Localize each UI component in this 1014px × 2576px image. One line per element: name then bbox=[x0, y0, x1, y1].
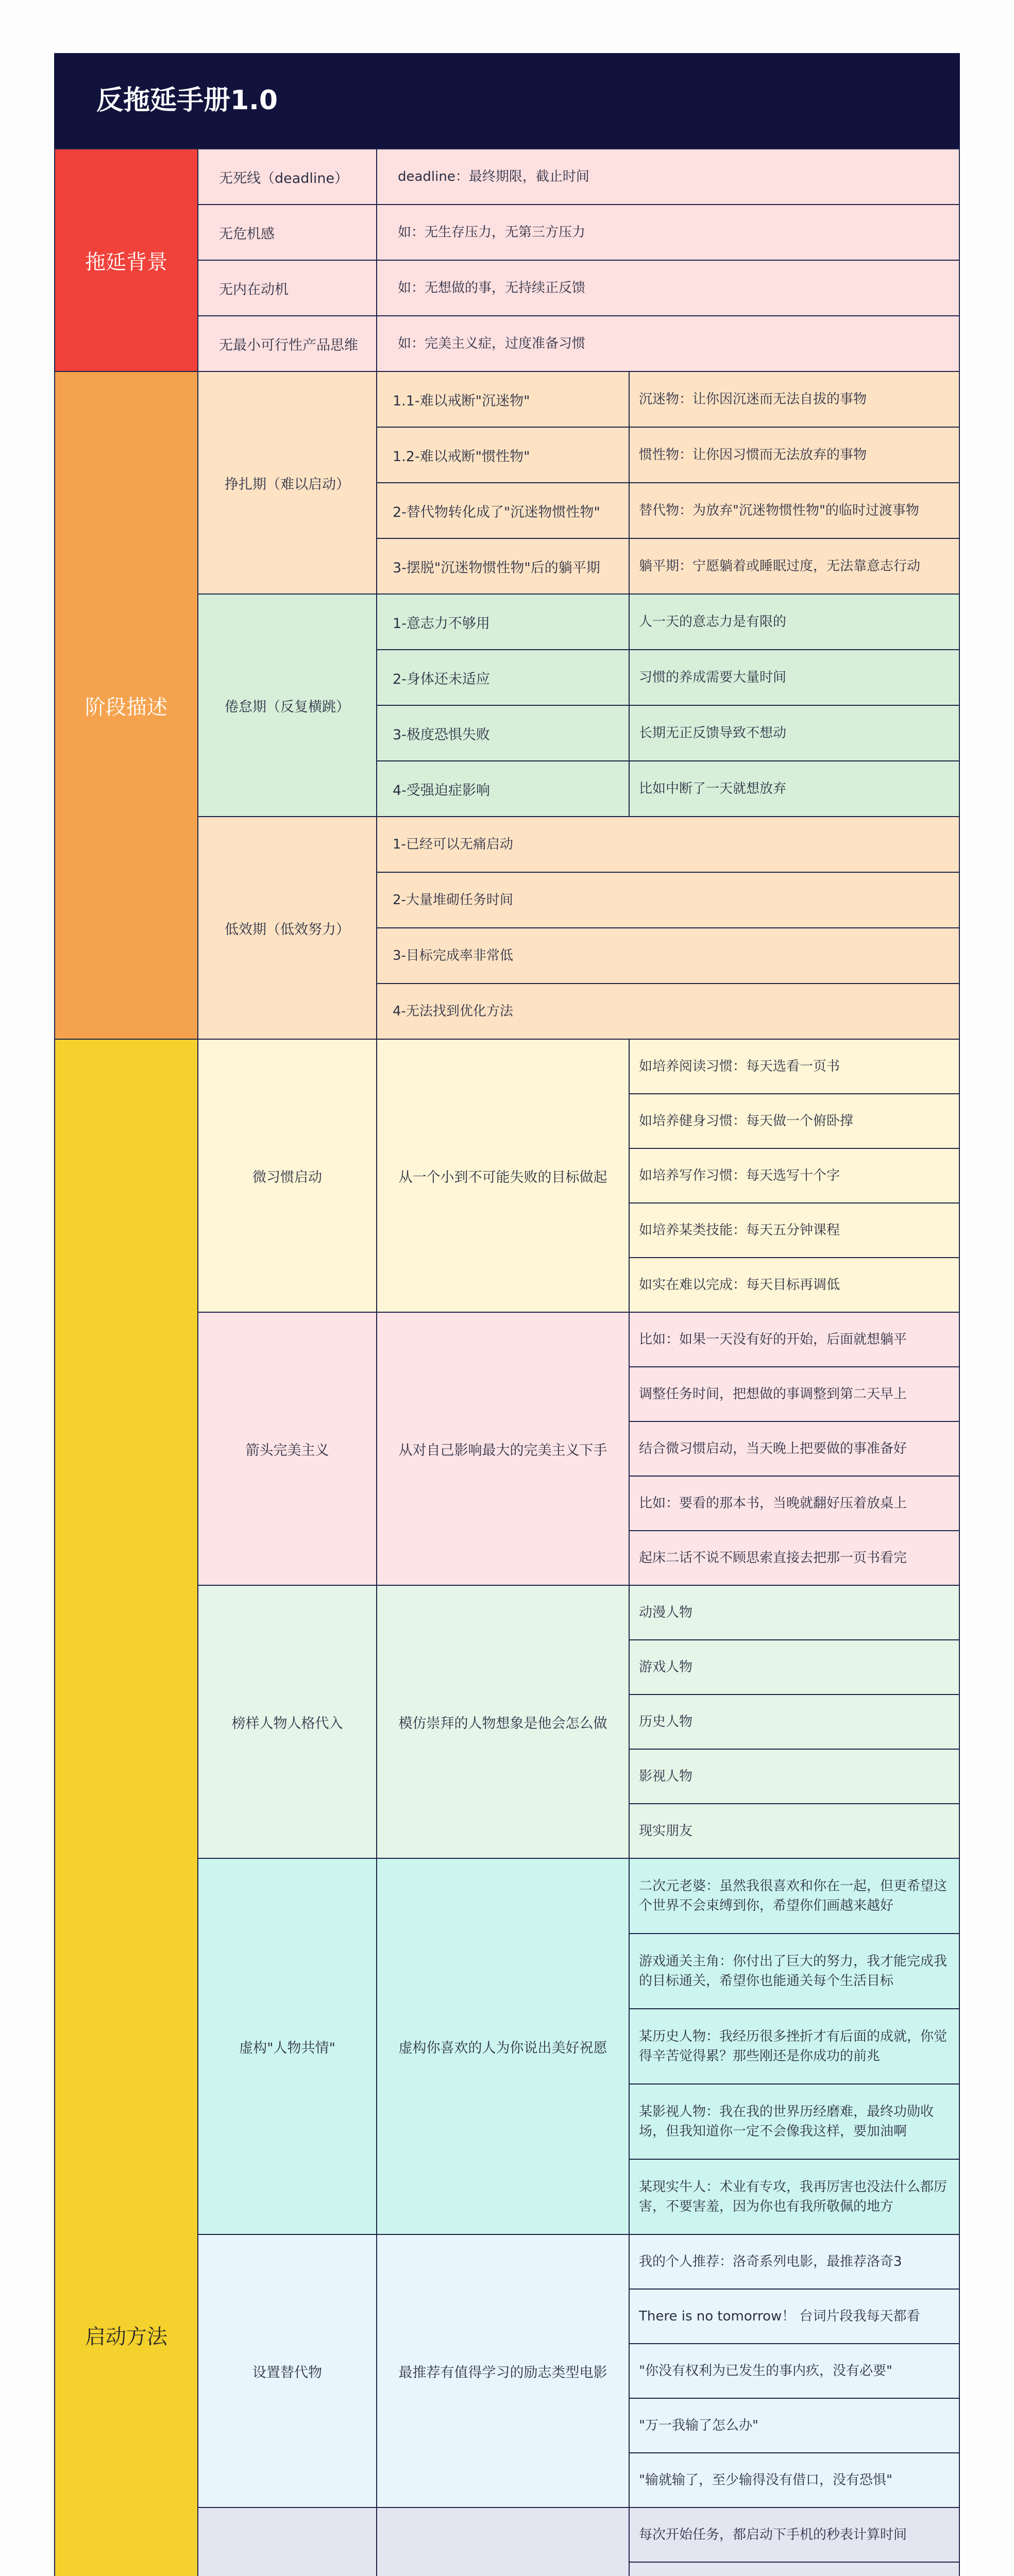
method-name-text: 微习惯启动 bbox=[252, 1169, 322, 1185]
low-efficiency-item[interactable] bbox=[376, 872, 960, 927]
method-item-text: "你没有权利为已发生的事内疚，没有必要" bbox=[639, 2363, 892, 2379]
method-item[interactable] bbox=[629, 1530, 960, 1585]
method-item[interactable] bbox=[629, 1639, 960, 1694]
fatigue-item-name-text: 1-意志力不够用 bbox=[393, 615, 490, 632]
method-item[interactable] bbox=[629, 1749, 960, 1803]
struggle-item-desc[interactable] bbox=[629, 427, 960, 482]
method-item[interactable] bbox=[629, 2343, 960, 2398]
method-item-text: "输就输了，至少输得没有借口，没有恐惧" bbox=[639, 2472, 892, 2488]
method-item-text: 如培养健身习惯：每天做一个俯卧撑 bbox=[639, 1113, 854, 1129]
stage-low-efficiency-text: 低效期（低效努力） bbox=[225, 921, 350, 938]
struggle-item-name-text: 1.1-难以戒断"沉迷物" bbox=[393, 393, 530, 409]
method-item-text: 结合微习惯启动，当天晚上把要做的事准备好 bbox=[639, 1441, 907, 1456]
fatigue-item-name-text: 3-极度恐惧失败 bbox=[393, 726, 490, 743]
background-item-desc-text: 如：无生存压力，无第三方压力 bbox=[398, 225, 586, 240]
fatigue-item-name[interactable] bbox=[376, 760, 629, 816]
method-desc[interactable] bbox=[376, 2234, 629, 2507]
method-item-text: 每次开始任务，都启动下手机的秒表计算时间 bbox=[639, 2527, 907, 2543]
struggle-item-desc[interactable] bbox=[629, 371, 960, 427]
method-desc[interactable] bbox=[376, 1585, 629, 1858]
stage-struggle-text: 挣扎期（难以启动） bbox=[225, 476, 350, 493]
method-item[interactable] bbox=[629, 1148, 960, 1202]
fatigue-item-desc[interactable] bbox=[629, 760, 960, 816]
method-item-text: 如实在难以完成：每天目标再调低 bbox=[639, 1277, 840, 1293]
method-desc-text: 从对自己影响最大的完美主义下手 bbox=[398, 1442, 607, 1459]
section-background[interactable] bbox=[54, 148, 197, 371]
method-item[interactable] bbox=[629, 2398, 960, 2452]
struggle-item-name[interactable] bbox=[376, 482, 629, 538]
struggle-item-name-text: 2-替代物转化成了"沉迷物惯性物" bbox=[393, 504, 600, 520]
fatigue-item-desc-text: 习惯的养成需要大量时间 bbox=[639, 670, 787, 685]
method-item[interactable] bbox=[629, 1933, 960, 2008]
struggle-item-name-text: 1.2-难以戒断"惯性物" bbox=[393, 448, 530, 465]
method-item[interactable] bbox=[629, 1858, 960, 1933]
fatigue-item-name[interactable] bbox=[376, 594, 629, 649]
method-desc-text: 从一个小到不可能失败的目标做起 bbox=[398, 1169, 607, 1185]
method-item[interactable] bbox=[629, 1421, 960, 1476]
fatigue-item-name[interactable] bbox=[376, 649, 629, 705]
method-item[interactable] bbox=[629, 1312, 960, 1366]
method-item-text: 动漫人物 bbox=[639, 1605, 693, 1620]
low-efficiency-item[interactable] bbox=[376, 816, 960, 872]
method-desc-text: 模仿崇拜的人物想象是他会怎么做 bbox=[398, 1715, 607, 1732]
method-item-text: 现实朋友 bbox=[639, 1823, 693, 1839]
struggle-item-name[interactable] bbox=[376, 538, 629, 594]
section-stages[interactable] bbox=[54, 371, 197, 1039]
fatigue-item-desc-text: 长期无正反馈导致不想动 bbox=[639, 725, 787, 741]
background-item-name[interactable] bbox=[197, 148, 376, 204]
method-name[interactable] bbox=[197, 1585, 376, 1858]
fatigue-item-desc[interactable] bbox=[629, 594, 960, 649]
section-methods-text: 启动方法 bbox=[85, 2325, 167, 2349]
low-efficiency-item-text: 1-已经可以无痛启动 bbox=[393, 837, 513, 852]
method-item[interactable] bbox=[629, 1366, 960, 1421]
fatigue-item-desc[interactable] bbox=[629, 705, 960, 760]
fatigue-item-desc-text: 人一天的意志力是有限的 bbox=[639, 614, 787, 630]
method-item[interactable] bbox=[629, 1694, 960, 1749]
method-item-text: 游戏通关主角：你付出了巨大的努力，我才能完成我的目标通关，希望你也能通关每个生活目标 bbox=[639, 1954, 948, 1989]
method-item-text: 历史人物 bbox=[639, 1714, 693, 1730]
fatigue-item-name[interactable] bbox=[376, 705, 629, 760]
method-item[interactable] bbox=[629, 2507, 960, 2562]
method-item-text: There is no tomorrow！ 台词片段我每天都看 bbox=[639, 2309, 920, 2324]
method-item-text: 游戏人物 bbox=[639, 1659, 693, 1675]
method-item[interactable] bbox=[629, 1202, 960, 1257]
struggle-item-name[interactable] bbox=[376, 427, 629, 482]
struggle-item-desc-text: 替代物：为放弃"沉迷物惯性物"的临时过渡事物 bbox=[639, 503, 919, 518]
low-efficiency-item-text: 2-大量堆砌任务时间 bbox=[393, 892, 513, 908]
background-item-desc[interactable] bbox=[376, 148, 960, 204]
method-desc[interactable] bbox=[376, 2507, 629, 2576]
method-desc-text: 虚构你喜欢的人为你说出美好祝愿 bbox=[398, 2040, 607, 2056]
method-item-text: 比如：如果一天没有好的开始，后面就想躺平 bbox=[639, 1332, 907, 1347]
method-item[interactable] bbox=[629, 1476, 960, 1530]
method-desc-text: 最推荐有值得学习的励志类型电影 bbox=[398, 2364, 607, 2381]
struggle-item-desc[interactable] bbox=[629, 538, 960, 594]
background-item-name[interactable] bbox=[197, 204, 376, 260]
background-item-desc-text: 如：完美主义症，过度准备习惯 bbox=[398, 336, 586, 351]
background-item-name-text: 无内在动机 bbox=[219, 281, 289, 298]
method-item[interactable] bbox=[629, 1093, 960, 1148]
method-item-text: 起床二话不说不顾思索直接去把那一页书看完 bbox=[639, 1550, 907, 1566]
struggle-item-name-text: 3-摆脱"沉迷物惯性物"后的躺平期 bbox=[393, 560, 600, 576]
stage-fatigue-text: 倦怠期（反复横跳） bbox=[225, 699, 350, 715]
fatigue-item-name-text: 4-受强迫症影响 bbox=[393, 782, 490, 799]
method-desc[interactable] bbox=[376, 1312, 629, 1585]
section-stages-text: 阶段描述 bbox=[85, 695, 167, 719]
method-name-text: 榜样人物人格代入 bbox=[231, 1715, 343, 1732]
background-item-desc-text: 如：无想做的事，无持续正反馈 bbox=[398, 280, 586, 296]
method-name[interactable] bbox=[197, 1858, 376, 2234]
low-efficiency-item-text: 3-目标完成率非常低 bbox=[393, 948, 513, 963]
fatigue-item-desc-text: 比如中断了一天就想放弃 bbox=[639, 781, 787, 796]
method-name-text: 设置替代物 bbox=[252, 2364, 322, 2381]
method-item-text: 如培养阅读习惯：每天选看一页书 bbox=[639, 1059, 840, 1074]
background-item-name-text: 无危机感 bbox=[219, 226, 275, 242]
method-desc[interactable] bbox=[376, 1039, 629, 1312]
method-item-text: 我的个人推荐：洛奇系列电影，最推荐洛奇3 bbox=[639, 2254, 902, 2269]
stage-struggle[interactable] bbox=[197, 371, 376, 594]
method-name[interactable] bbox=[197, 2234, 376, 2507]
method-item[interactable] bbox=[629, 2008, 960, 2083]
method-item[interactable] bbox=[629, 1803, 960, 1858]
struggle-item-desc-text: 沉迷物：让你因沉迷而无法自拔的事物 bbox=[639, 392, 867, 407]
method-item-text: 某现实牛人：术业有专攻，我再厉害也没法什么都厉害，不要害羞，因为你也有我所敬佩的地方 bbox=[639, 2179, 948, 2214]
section-methods[interactable] bbox=[54, 1039, 197, 2576]
struggle-item-desc[interactable] bbox=[629, 482, 960, 538]
method-item-text: 如培养某类技能：每天五分钟课程 bbox=[639, 1223, 840, 1238]
background-item-desc[interactable] bbox=[376, 260, 960, 315]
method-item-text: 二次元老婆：虽然我很喜欢和你在一起，但更希望这个世界不会束缚到你，希望你们画越来越好 bbox=[639, 1878, 948, 1913]
method-name[interactable] bbox=[197, 1039, 376, 1312]
fatigue-item-name-text: 2-身体还未适应 bbox=[393, 671, 490, 687]
page-title: 反拖延手册1.0 bbox=[54, 53, 960, 148]
method-name-text: 箭头完美主义 bbox=[245, 1442, 329, 1459]
method-item[interactable] bbox=[629, 1585, 960, 1639]
method-item-text: 比如：要看的那本书，当晚就翻好压着放桌上 bbox=[639, 1496, 907, 1511]
fatigue-item-desc[interactable] bbox=[629, 649, 960, 705]
struggle-item-name[interactable] bbox=[376, 371, 629, 427]
method-item-text: 影视人物 bbox=[639, 1769, 693, 1784]
background-item-name-text: 无最小可行性产品思维 bbox=[219, 337, 358, 353]
method-item-text: "万一我输了怎么办" bbox=[639, 2418, 758, 2433]
stage-low-efficiency[interactable] bbox=[197, 816, 376, 1039]
method-name[interactable] bbox=[197, 2507, 376, 2576]
struggle-item-desc-text: 惯性物：让你因习惯而无法放弃的事物 bbox=[639, 447, 867, 463]
method-item-text: 某影视人物：我在我的世界历经磨难，最终功勋收场，但我知道你一定不会像我这样，要加油啊 bbox=[639, 2104, 934, 2139]
low-efficiency-item[interactable] bbox=[376, 983, 960, 1039]
method-name[interactable] bbox=[197, 1312, 376, 1585]
background-item-name-text: 无死线（deadline） bbox=[219, 170, 349, 187]
method-name-text: 虚构"人物共情" bbox=[239, 2040, 335, 2056]
method-desc[interactable] bbox=[376, 1858, 629, 2234]
low-efficiency-item[interactable] bbox=[376, 927, 960, 983]
method-item[interactable] bbox=[629, 1039, 960, 1093]
background-item-desc-text: deadline：最终期限，截止时间 bbox=[398, 169, 589, 184]
method-item[interactable] bbox=[629, 1257, 960, 1312]
background-item-desc[interactable] bbox=[376, 204, 960, 260]
method-item[interactable] bbox=[629, 2159, 960, 2234]
method-item-text: 调整任务时间，把想做的事调整到第二天早上 bbox=[639, 1386, 907, 1402]
stage-fatigue[interactable] bbox=[197, 594, 376, 816]
method-item[interactable] bbox=[629, 2452, 960, 2507]
background-item-name[interactable] bbox=[197, 260, 376, 315]
method-item-text: 某历史人物：我经历很多挫折才有后面的成就，你觉得辛苦觉得累？那些刚还是你成功的前兆 bbox=[639, 2029, 948, 2064]
method-item[interactable] bbox=[629, 2562, 960, 2576]
section-background-text: 拖延背景 bbox=[85, 250, 167, 274]
method-item[interactable] bbox=[629, 2083, 960, 2159]
background-item-name[interactable] bbox=[197, 315, 376, 371]
method-item[interactable] bbox=[629, 2234, 960, 2289]
background-item-desc[interactable] bbox=[376, 315, 960, 371]
method-item-text: 如培养写作习惯：每天选写十个字 bbox=[639, 1168, 840, 1183]
low-efficiency-item-text: 4-无法找到优化方法 bbox=[393, 1004, 513, 1019]
struggle-item-desc-text: 躺平期：宁愿躺着或睡眠过度，无法靠意志行动 bbox=[639, 558, 921, 574]
method-item[interactable] bbox=[629, 2289, 960, 2343]
